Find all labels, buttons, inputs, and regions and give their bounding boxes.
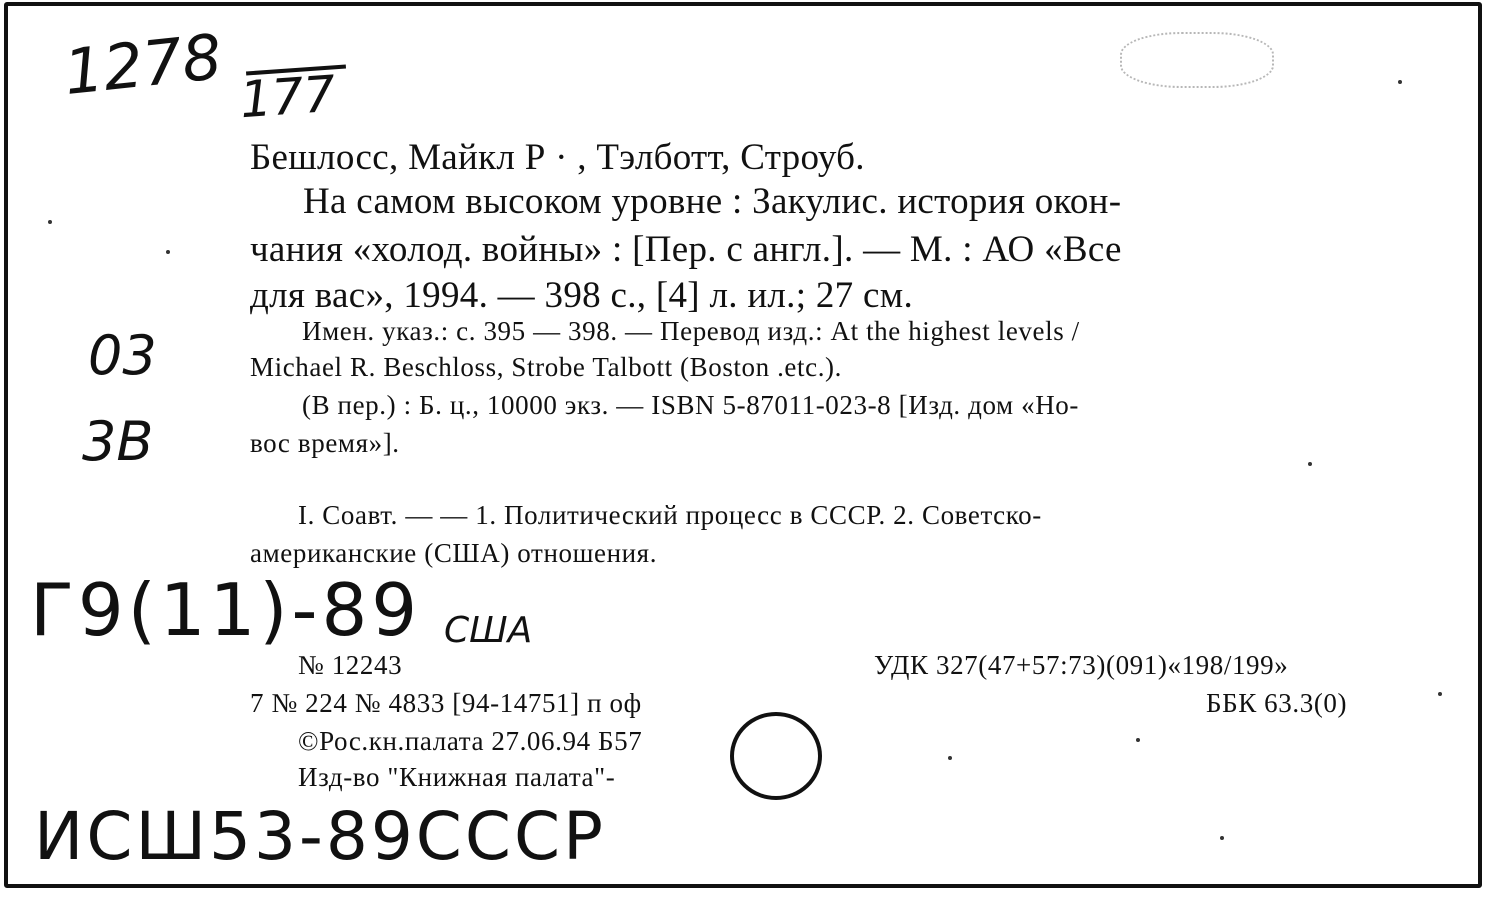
- entry-note-line-3: (В пер.) : Б. ц., 10000 экз. — ISBN 5-87011-023-8 [Изд. дом «Но-: [302, 390, 1079, 420]
- handwritten-accession-number: 1278: [60, 19, 226, 110]
- entry-title-line-1: На самом высоком уровне : Закулис. история окон-: [303, 181, 1122, 222]
- chamber-line: ©Рос.кн.палата 27.06.94 Б57: [298, 726, 643, 756]
- card-number: № 12243: [298, 650, 403, 680]
- entry-subject-line-2: американские (США) отношения.: [250, 538, 658, 568]
- entry-title-line-3: для вас», 1994. — 398 с., [4] л. ил.; 27 см.: [250, 275, 913, 316]
- order-line: 7 № 224 № 4833 [94-14751] п оф: [250, 688, 642, 718]
- scan-speck: [1136, 738, 1140, 742]
- udk-code: УДК 327(47+57:73)(091)«198/199»: [874, 650, 1289, 680]
- handwritten-bottom-mark: ИСШ53-89СССР: [34, 798, 606, 875]
- scan-speck: [166, 250, 170, 254]
- handwritten-classification-suffix: США: [444, 610, 533, 651]
- handwritten-classification: Г9(11)-89: [30, 568, 422, 652]
- entry-subject-line-1: I. Соавт. — — 1. Политический процесс в СССР. 2. Советско-: [298, 500, 1042, 530]
- handwritten-mark-2: 3B: [82, 410, 154, 473]
- publisher-line: Изд-во "Книжная палата"-: [298, 762, 616, 792]
- handwritten-mark-1: 03: [88, 324, 157, 387]
- entry-title-line-2: чания «холод. войны» : [Пер. с англ.]. — М. : АО «Все: [250, 229, 1122, 270]
- entry-note-line-2: Michael R. Beschloss, Strobe Talbott (Boston .etc.).: [250, 352, 842, 382]
- entry-note-line-1: Имен. указ.: с. 395 — 398. — Перевод изд.: At the highest levels /: [302, 316, 1080, 346]
- scan-speck: [1398, 80, 1402, 84]
- entry-authors: Бешлосс, Майкл Р · , Тэлботт, Строуб.: [250, 137, 865, 178]
- bbk-code: ББК 63.3(0): [1206, 688, 1348, 718]
- scan-speck: [1438, 692, 1442, 696]
- handwritten-accession-fraction: 177: [238, 64, 338, 130]
- scan-speck: [948, 756, 952, 760]
- scan-speck: [1220, 836, 1224, 840]
- ink-smudge: [1120, 32, 1274, 88]
- catalog-card: [4, 2, 1482, 888]
- scan-speck: [1308, 462, 1312, 466]
- scan-speck: [48, 220, 52, 224]
- entry-note-line-4: вос время»].: [250, 428, 400, 458]
- stamp-circle: [730, 712, 822, 800]
